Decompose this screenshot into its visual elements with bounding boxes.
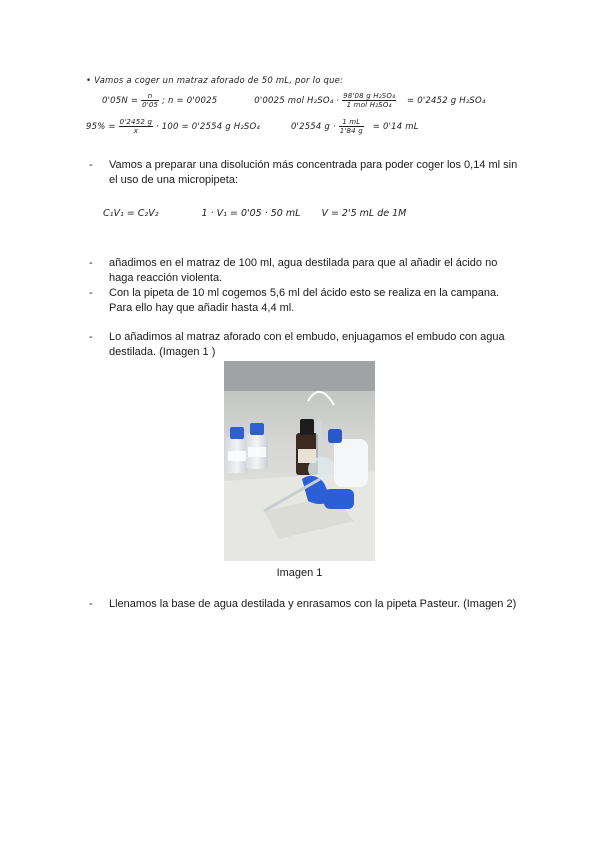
hw-mass-result: = 0'2452 g H₂SO₄: [407, 96, 486, 106]
hw-normality: 0'05N =: [102, 96, 139, 106]
hood-top: [224, 361, 375, 391]
hw-purity-result: · 100 = 0'2554 g H₂SO₄: [156, 122, 261, 132]
hw-fraction: $\frac{0'2452 g}{x}$: [119, 118, 153, 135]
hw-mol-conversion: 0'0025 mol H₂SO₄ ·: [254, 96, 340, 106]
hw-fraction: $\frac{\text{98'08 g H₂SO₄}}{\text{1 mol H₂SO₄}}$: [343, 92, 396, 109]
handwritten-equation: [103, 208, 523, 219]
fume-hood-illustration: [224, 361, 375, 561]
lab-photo: [224, 361, 375, 561]
hw-fraction: $\frac{n}{0'05}$: [142, 92, 159, 109]
photo-caption: Imagen 1: [276, 567, 323, 579]
hw-purity: 95% =: [86, 122, 116, 132]
handwritten-intro: • Vamos a coger un matraz aforado de 50 mL, por lo que:: [86, 76, 344, 86]
handwritten-line-3: [86, 118, 419, 135]
handwritten-line-2: [102, 92, 486, 109]
hw-density-conversion: 0'2554 g ·: [290, 122, 336, 132]
hw-fraction: $\frac{1 mL}{1'84 g}$: [339, 118, 363, 135]
handwritten-line-1: [86, 76, 343, 86]
equation-result: V = 2'5 mL de 1M: [321, 208, 407, 219]
hw-moles: ; n = 0'0025: [162, 96, 218, 106]
equation-substitution: 1 · V₁ = 0'05 · 50 mL: [201, 208, 301, 219]
document-page: • Vamos a coger un matraz aforado de 50 mL, por lo que: 0'05N = $\frac{n}{0'05}$ ; n = 0'0025 0'0025 mol H₂SO₄ · $\frac{\text{98'08 g H₂SO₄}}{\text{1 mol H₂SO₄}}$ = 0'2452 g H₂SO₄ 95% = $\frac{0'2452 g}{x}$ · 100 = 0'2554 g H₂SO₄ 0'2554 g · $\frac{1 mL}{1'84 g}$ = 0'14 mL - Vamos a preparar una disolución más concentrada para poder coger los 0,14 ml sin el uso de una micropipeta: C₁V₁ = C₂V₂ 1 · V₁ = 0'05 · 50 mL V = 2'5 mL de 1M - añadimos en el matraz de 100 ml, agua destilada para que al añadir el ácido no haga reacción violenta. - Con la pipeta de 10 ml cogemos 5,6 ml del ácido esto se realiza en la campana. Para ello hay que añadir hasta 4,4 ml. - Lo añadimos al matraz aforado con el embudo, enjuagamos el embudo con agua destilada. (Imagen 1 ) Imagen 1 - Llenamos la base de agua destilada y enrasamos con la pipeta Pasteur. (Imagen 2): [0, 0, 600, 848]
equation-dilution: C₁V₁ = C₂V₂: [103, 208, 159, 219]
hw-volume-result: = 0'14 mL: [372, 122, 419, 132]
